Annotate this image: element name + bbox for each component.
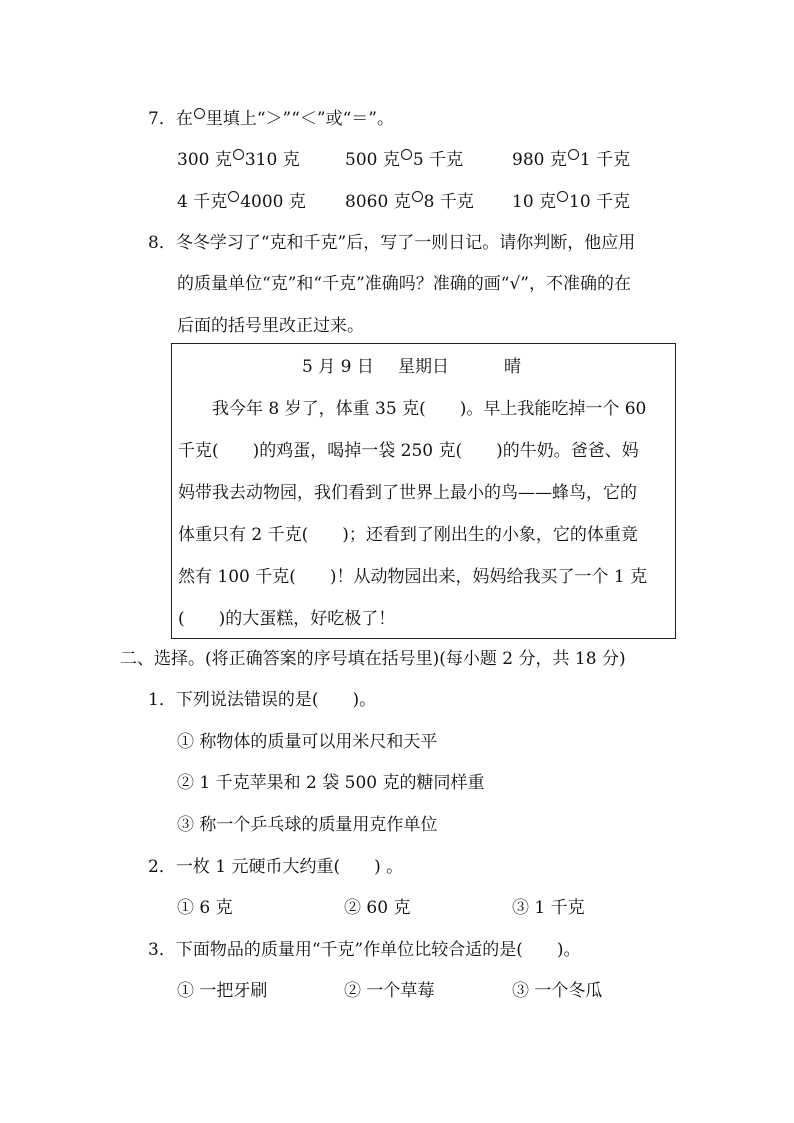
q7-item-left: 300 克: [177, 150, 232, 170]
circle-blank-icon: [194, 108, 205, 119]
q7-item-right: 10 千克: [569, 192, 631, 212]
s2-q1-stem: 1．下列说法错误的是( )。: [148, 690, 377, 710]
q7-item-right: 4000 克: [240, 192, 306, 212]
diary-weekday: 星期日: [398, 357, 449, 377]
circle-blank-icon[interactable]: [412, 191, 423, 202]
diary-line: 妈带我去动物园，我们看到了世界上最小的鸟——蜂鸟，它的: [178, 483, 637, 503]
diary-line: 我今年 8 岁了，体重 35 克( )。早上我能吃掉一个 60: [212, 399, 647, 419]
s2-q3-stem: 3．下面物品的质量用“千克”作单位比较合适的是( )。: [148, 940, 581, 960]
diary-line: 千克( )的鸡蛋，喝掉一袋 250 克( )的牛奶。爸爸、妈: [178, 441, 639, 461]
q7-stem-b: 里填上“＞”“＜”或“＝”。: [205, 109, 394, 129]
circle-blank-icon[interactable]: [233, 149, 244, 160]
section-2-title: 二、选择。(将正确答案的序号填在括号里)(每小题 2 分，共 18 分): [120, 649, 626, 669]
q8-number: 8．: [148, 233, 176, 253]
diary-weather: 晴: [504, 357, 521, 377]
circle-blank-icon[interactable]: [568, 149, 579, 160]
q7-item-1: [177, 149, 300, 171]
q7-item-4: [177, 191, 306, 213]
s2-q3-option-1[interactable]: ① 一把牙刷: [177, 981, 268, 1001]
q7-item-6: [512, 191, 630, 213]
diary-date: 5 月 9 日: [302, 357, 374, 377]
q7-item-left: 500 克: [345, 150, 400, 170]
s2-q1-option-1[interactable]: ① 称物体的质量可以用米尺和天平: [177, 732, 438, 752]
q8-line-3: 后面的括号里改正过来。: [177, 316, 364, 336]
q7-stem-a: 在: [175, 109, 193, 129]
diary-box: [171, 343, 676, 639]
q7-item-right: 8 千克: [423, 192, 474, 212]
diary-line: ( )的大蛋糕，好吃极了！: [178, 609, 396, 629]
s2-q2-option-2[interactable]: ② 60 克: [344, 898, 411, 918]
s2-q3-option-3[interactable]: ③ 一个冬瓜: [512, 981, 603, 1001]
q7-item-left: 8060 克: [345, 192, 411, 212]
q7-item-right: 310 克: [244, 150, 300, 170]
circle-blank-icon[interactable]: [228, 191, 239, 202]
s2-q2-stem: 2．一枚 1 元硬币大约重( ) 。: [148, 857, 404, 877]
s2-q2-option-1[interactable]: ① 6 克: [177, 898, 233, 918]
q7-item-5: [345, 191, 474, 213]
s2-q3-option-2[interactable]: ② 一个草莓: [344, 981, 435, 1001]
q8-line-2: 的质量单位“克”和“千克”准确吗？准确的画“√”，不准确的在: [177, 274, 631, 294]
q8-text: 冬冬学习了“克和千克”后，写了一则日记。请你判断，他应用: [175, 233, 636, 253]
q7-item-2: [345, 149, 463, 171]
q7-item-left: 10 克: [512, 192, 557, 212]
q8-line-1: [148, 232, 635, 254]
q7-item-3: [512, 149, 630, 171]
q7-stem: [148, 108, 394, 130]
diary-line: 体重只有 2 千克( )；还看到了刚出生的小象，它的体重竟: [178, 525, 638, 545]
diary-line: 然有 100 千克( )！从动物园出来，妈妈给我买了一个 1 克: [178, 567, 648, 587]
s2-q2-option-3[interactable]: ③ 1 千克: [512, 898, 585, 918]
circle-blank-icon[interactable]: [557, 191, 568, 202]
s2-q1-option-2[interactable]: ② 1 千克苹果和 2 袋 500 克的糖同样重: [177, 773, 485, 793]
q7-item-left: 4 千克: [177, 192, 228, 212]
q7-item-left: 980 克: [512, 150, 567, 170]
s2-q1-option-3[interactable]: ③ 称一个乒乓球的质量用克作单位: [177, 815, 438, 835]
q7-item-right: 5 千克: [412, 150, 464, 170]
circle-blank-icon[interactable]: [401, 149, 412, 160]
q7-item-right: 1 千克: [579, 150, 631, 170]
q7-number: 7．: [148, 109, 176, 129]
